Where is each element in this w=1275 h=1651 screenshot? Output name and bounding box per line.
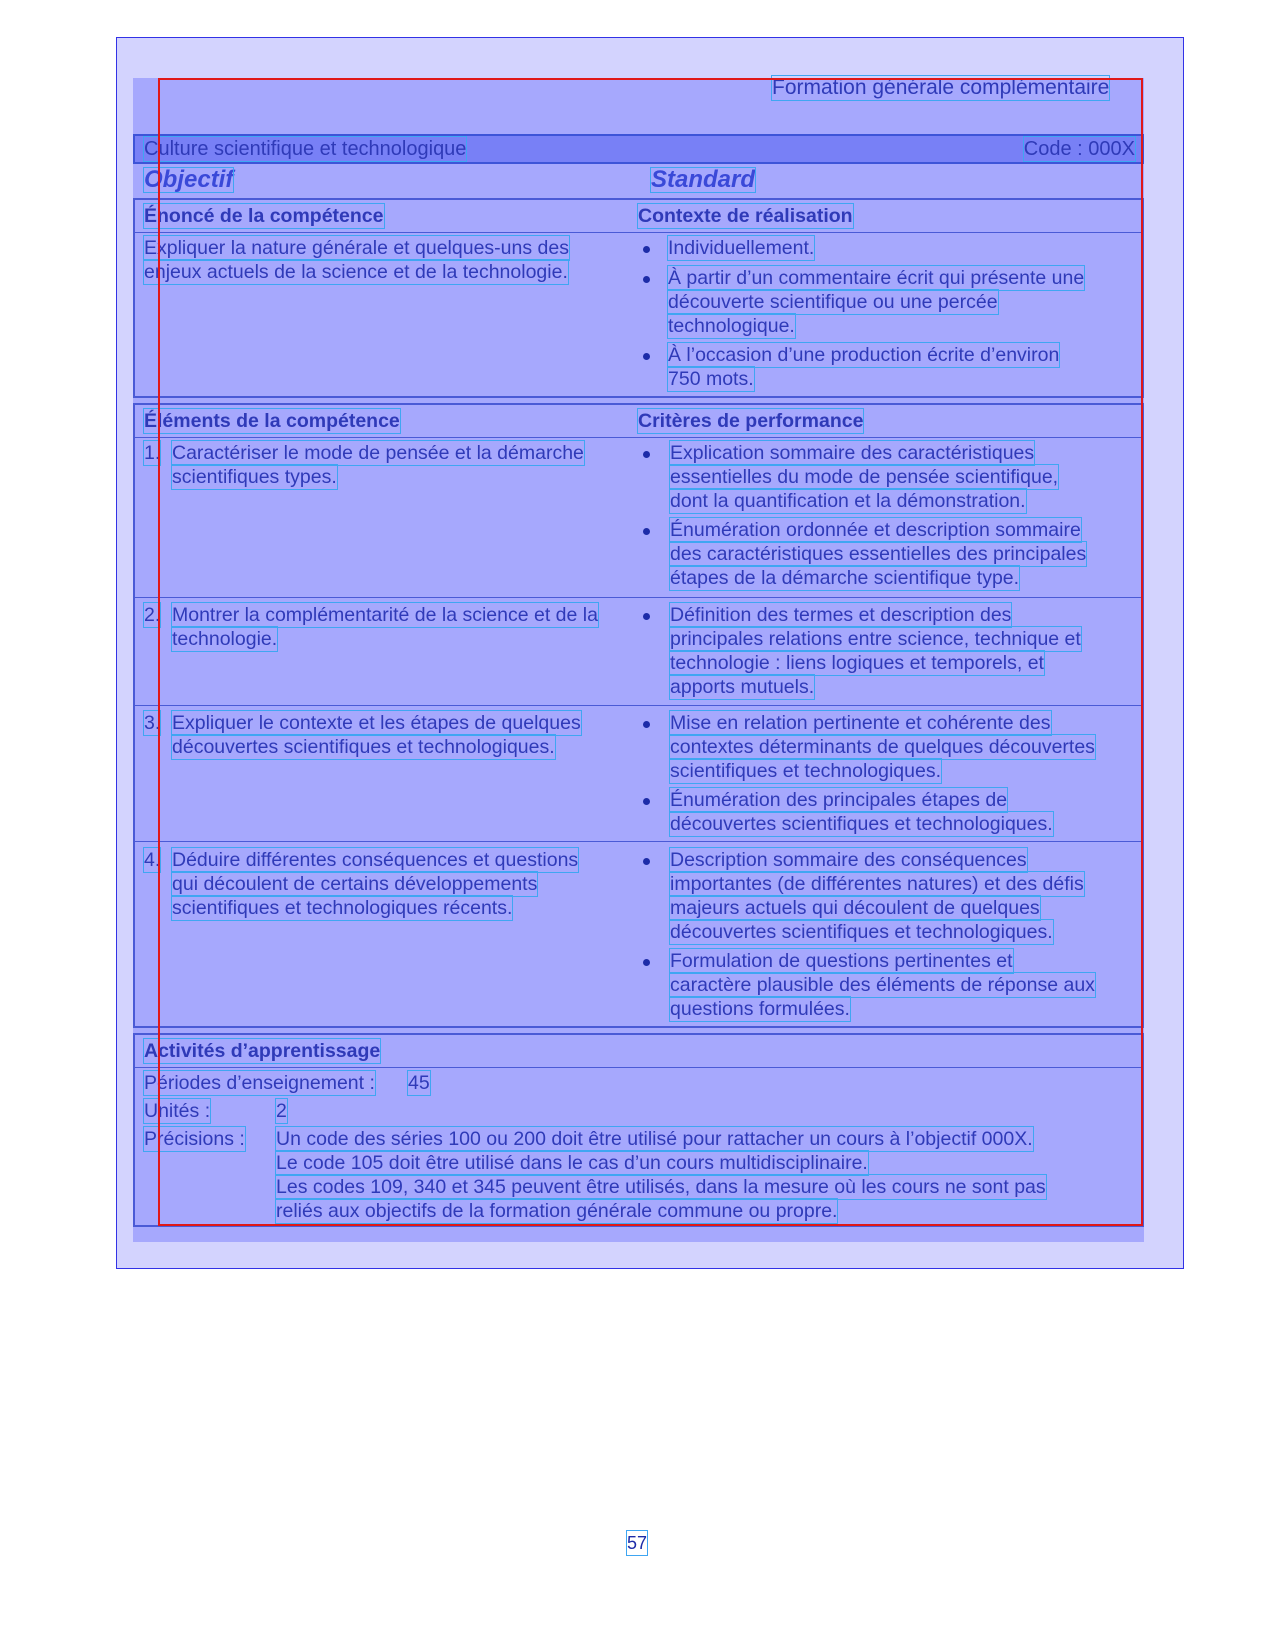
critere-line: Explication sommaire des caractéristiques <box>670 442 1035 464</box>
contexte-line: 750 mots. <box>668 368 754 390</box>
element-line: qui découlent de certains développements <box>172 873 538 895</box>
activites-heading: Activités d’apprentissage <box>144 1040 381 1062</box>
standard-label: Standard <box>651 166 756 193</box>
critere-line: découvertes scientifiques et technologiques. <box>670 921 1053 943</box>
critere-line: Description sommaire des conséquences <box>670 849 1027 871</box>
objectif-label: Objectif <box>144 166 234 193</box>
critere-line: importantes (de différentes natures) et des défis <box>670 873 1084 895</box>
element-number: 3. <box>144 712 161 734</box>
critere-line: technologie : liens logiques et temporels, et <box>670 652 1044 674</box>
precisions-line: Les codes 109, 340 et 345 peuvent être utilisés, dans la mesure où les cours ne sont pas <box>276 1176 1046 1198</box>
critere-line: questions formulées. <box>670 998 850 1020</box>
critere-line: Mise en relation pertinente et cohérente des <box>670 712 1051 734</box>
contexte-line: découverte scientifique ou une percée <box>668 291 998 313</box>
critere-line: Formulation de questions pertinentes et <box>670 950 1013 972</box>
elements-heading: Éléments de la compétence <box>144 410 400 432</box>
critere-line: étapes de la démarche scientifique type. <box>670 567 1020 589</box>
course-area: Culture scientifique et technologique <box>144 138 467 160</box>
critere-line: Énumération des principales étapes de <box>670 789 1008 811</box>
critere-line: dont la quantification et la démonstration. <box>670 490 1026 512</box>
critere-line: scientifiques et technologiques. <box>670 760 942 782</box>
precisions-label: Précisions : <box>144 1128 245 1150</box>
critere-line: contextes déterminants de quelques découvertes <box>670 736 1095 758</box>
course-code: Code : 000X <box>1023 138 1135 160</box>
enonce-line: Expliquer la nature générale et quelques-uns des <box>144 237 569 259</box>
element-line: Montrer la complémentarité de la science et de la <box>172 604 598 626</box>
enonce-heading: Énoncé de la compétence <box>144 205 384 227</box>
critere-line: essentielles du mode de pensée scientifique, <box>670 466 1059 488</box>
element-line: scientifiques et technologiques récents. <box>172 897 513 919</box>
element-number: 4. <box>144 849 161 871</box>
criteres-heading: Critères de performance <box>638 410 864 432</box>
page-number: 57 <box>627 1533 648 1553</box>
unites-label: Unités : <box>144 1100 211 1122</box>
periodes-value: 45 <box>408 1072 430 1094</box>
precisions-line: Le code 105 doit être utilisé dans le cas d’un cours multidisciplinaire. <box>276 1152 868 1174</box>
critere-line: Définition des termes et description des <box>670 604 1012 626</box>
critere-line: majeurs actuels qui découlent de quelques <box>670 897 1040 919</box>
contexte-line: technologique. <box>668 315 795 337</box>
unites-value: 2 <box>276 1100 287 1122</box>
critere-line: apports mutuels. <box>670 676 815 698</box>
element-line: Expliquer le contexte et les étapes de quelques <box>172 712 581 734</box>
content-frame <box>158 78 1143 1226</box>
precisions-line: reliés aux objectifs de la formation générale commune ou propre. <box>276 1200 838 1222</box>
element-line: découvertes scientifiques et technologiques. <box>172 736 555 758</box>
contexte-line: À partir d’un commentaire écrit qui présente une <box>668 267 1085 289</box>
contexte-line: Individuellement. <box>668 237 815 259</box>
critere-line: caractère plausible des éléments de réponse aux <box>670 974 1095 996</box>
enonce-line: enjeux actuels de la science et de la technologie. <box>144 261 568 283</box>
critere-line: découvertes scientifiques et technologiques. <box>670 813 1053 835</box>
contexte-heading: Contexte de réalisation <box>638 205 853 227</box>
program-title: Formation générale complémentaire <box>772 76 1110 99</box>
element-number: 2. <box>144 604 161 626</box>
element-line: Caractériser le mode de pensée et la démarche <box>172 442 584 464</box>
critere-line: Énumération ordonnée et description sommaire <box>670 519 1081 541</box>
periodes-label: Périodes d’enseignement : <box>144 1072 375 1094</box>
element-line: scientifiques types. <box>172 466 337 488</box>
element-line: technologie. <box>172 628 278 650</box>
contexte-line: À l’occasion d’une production écrite d’environ <box>668 344 1060 366</box>
critere-line: des caractéristiques essentielles des principales <box>670 543 1087 565</box>
critere-line: principales relations entre science, technique et <box>670 628 1081 650</box>
precisions-line: Un code des séries 100 ou 200 doit être utilisé pour rattacher un cours à l’objectif 000X. <box>276 1128 1033 1150</box>
element-line: Déduire différentes conséquences et questions <box>172 849 579 871</box>
element-number: 1. <box>144 442 161 464</box>
